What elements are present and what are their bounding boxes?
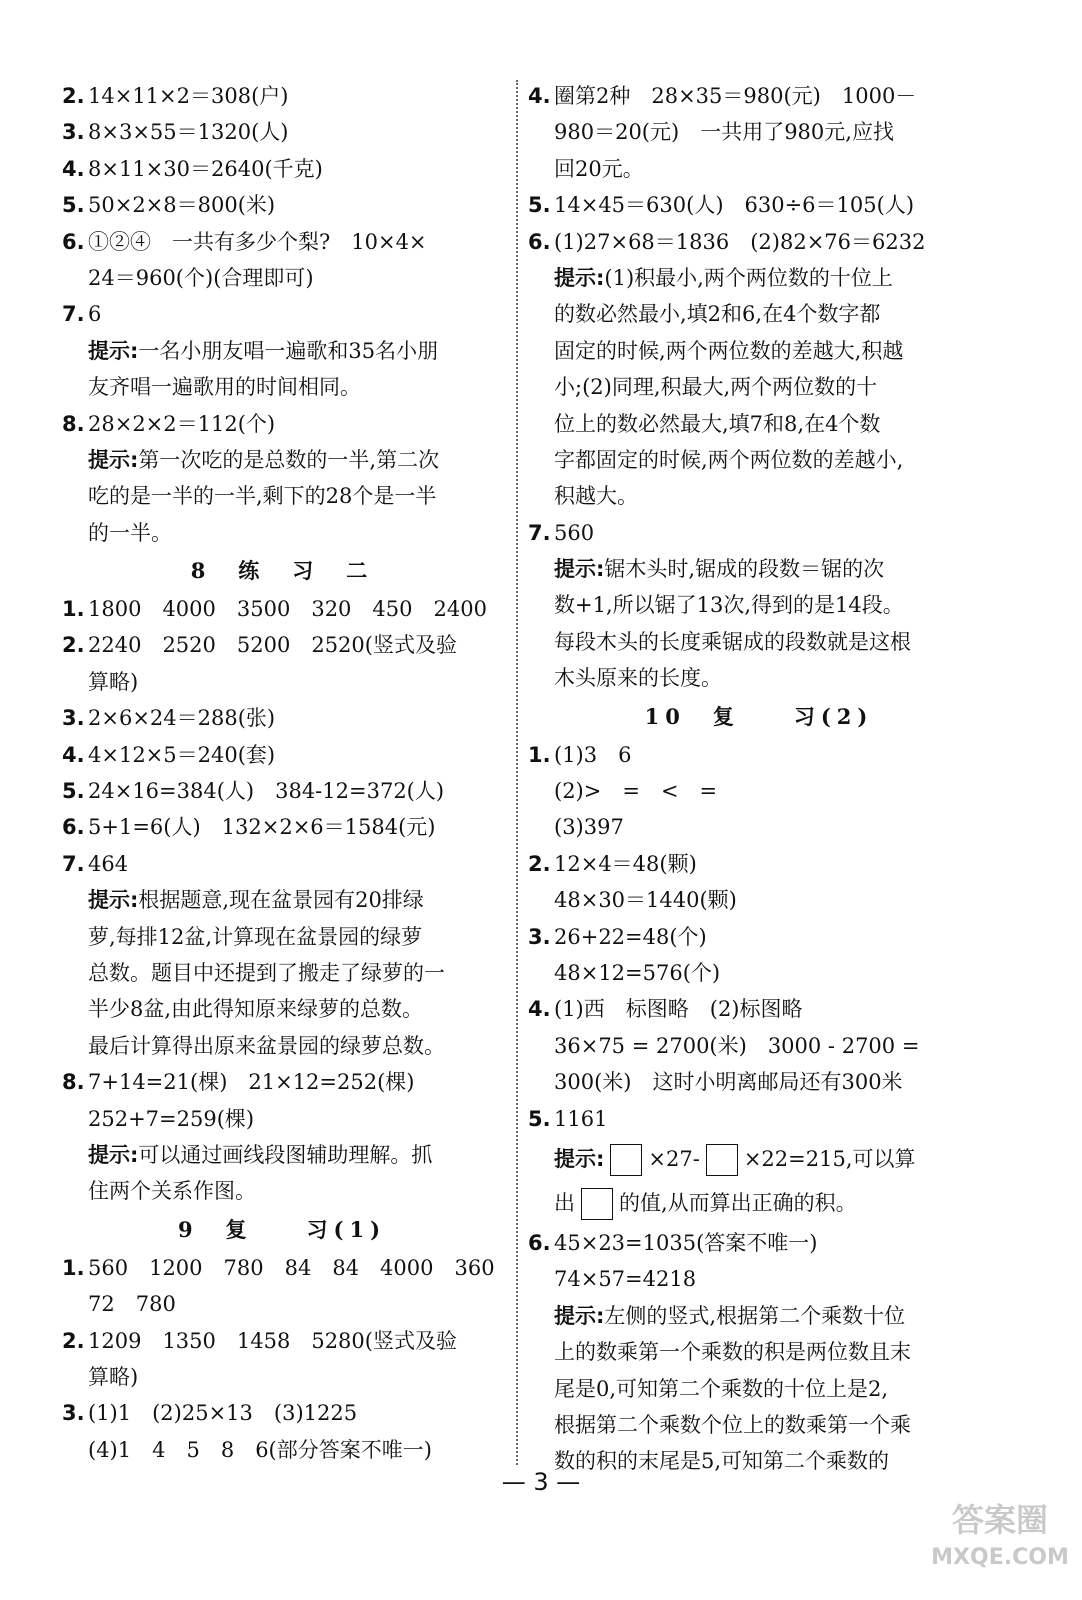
item-number: 5. bbox=[528, 193, 551, 218]
hint-label: 提示: bbox=[88, 447, 139, 472]
answer-line bbox=[528, 515, 990, 551]
answer-text: 算略) bbox=[88, 1364, 139, 1389]
answer-text: 4×12×5＝240(套) bbox=[88, 742, 276, 767]
item-number: 1. bbox=[62, 597, 85, 622]
answer-text: 980＝20(元) 一共用了980元,应找 bbox=[554, 120, 894, 145]
section-heading: 9 复 习(1) bbox=[177, 1216, 387, 1242]
hint-text: ×22=215,可以算 bbox=[743, 1146, 916, 1171]
blank-box bbox=[581, 1188, 613, 1220]
item-number: 3. bbox=[62, 706, 85, 731]
item-number: 2. bbox=[62, 84, 85, 108]
hint-text: 固定的时候,两个两位数的差越大,积越 bbox=[554, 338, 904, 363]
answer-text: 14×45＝630(人) 630÷6＝105(人) bbox=[554, 193, 915, 218]
hint-line bbox=[528, 1137, 990, 1181]
answer-line bbox=[528, 846, 990, 882]
hint-label: 提示: bbox=[554, 557, 605, 582]
hint-line bbox=[528, 551, 990, 587]
hint-line bbox=[528, 1181, 990, 1225]
answer-text: (1)3 6 bbox=[554, 742, 632, 767]
hint-text: 住两个关系作图。 bbox=[88, 1179, 256, 1204]
item-number: 8. bbox=[62, 1070, 85, 1095]
hint-text: 木头原来的长度。 bbox=[554, 666, 722, 691]
answer-text: 24×16=384(人) 384-12=372(人) bbox=[88, 779, 445, 804]
hint-label: 提示: bbox=[88, 1142, 139, 1167]
answer-text: 5+1=6(人) 132×2×6＝1584(元) bbox=[88, 815, 436, 840]
item-number: 6. bbox=[62, 229, 85, 254]
answer-text: 464 bbox=[88, 851, 129, 876]
hint-text: 的值,从而算出正确的积。 bbox=[619, 1190, 857, 1215]
hint-text: ×27- bbox=[648, 1146, 700, 1171]
right-column bbox=[528, 78, 990, 1480]
hint-text: 上的数乘第一个乘数的积是两位数且末 bbox=[554, 1340, 911, 1365]
answer-line bbox=[62, 151, 502, 187]
hint-line bbox=[62, 333, 502, 369]
answer-line bbox=[62, 224, 502, 260]
blank-box bbox=[706, 1144, 738, 1176]
answer-text: 74×57=4218 bbox=[554, 1267, 697, 1292]
answer-text: 50×2×8＝800(米) bbox=[88, 193, 276, 218]
hint-text: 半少8盆,由此得知原来绿萝的总数。 bbox=[88, 997, 424, 1022]
answer-text: 8×3×55＝1320(人) bbox=[88, 120, 289, 145]
hint-text: 积越大。 bbox=[554, 484, 638, 509]
answer-text: 6 bbox=[88, 302, 102, 327]
answer-line bbox=[62, 114, 502, 150]
answer-text: (1)1 (2)25×13 (3)1225 bbox=[88, 1401, 358, 1426]
item-number: 3. bbox=[62, 120, 85, 145]
answer-line bbox=[62, 296, 502, 332]
item-number: 4. bbox=[62, 742, 85, 767]
hint-text: 根据题意,现在盆景园有20排绿 bbox=[138, 888, 424, 913]
hint-text: 友齐唱一遍歌用的时间相同。 bbox=[88, 375, 361, 400]
answer-line bbox=[528, 991, 990, 1027]
answer-text: 14×11×2＝308(户) bbox=[88, 84, 289, 108]
answer-text: 2240 2520 5200 2520(竖式及验 bbox=[88, 633, 457, 658]
hint-text: (1)积最小,两个两位数的十位上 bbox=[604, 265, 893, 290]
hint-text: 小;(2)同理,积最大,两个两位数的十 bbox=[554, 375, 878, 400]
answer-line bbox=[528, 1101, 990, 1137]
answer-line bbox=[62, 1064, 502, 1100]
hint-text: 的一半。 bbox=[88, 520, 172, 545]
answer-line bbox=[528, 224, 990, 260]
item-number: 2. bbox=[528, 851, 551, 876]
answer-line bbox=[528, 187, 990, 223]
hint-text: 每段木头的长度乘锯成的段数就是这根 bbox=[554, 629, 911, 654]
answer-line bbox=[62, 737, 502, 773]
item-number: 4. bbox=[528, 997, 551, 1022]
watermark-logo bbox=[930, 1500, 1070, 1592]
answer-line bbox=[62, 187, 502, 223]
hint-text: 出 bbox=[554, 1190, 575, 1215]
answer-line bbox=[528, 78, 990, 114]
hint-text: 第一次吃的是总数的一半,第二次 bbox=[138, 447, 440, 472]
hint-line bbox=[62, 442, 502, 478]
item-number: 5. bbox=[62, 779, 85, 804]
left-column bbox=[62, 78, 502, 1468]
hint-label: 提示: bbox=[88, 888, 139, 913]
section-heading: 8 练 习 二 bbox=[190, 558, 374, 584]
item-number: 6. bbox=[528, 1230, 551, 1255]
item-number: 7. bbox=[528, 520, 551, 545]
hint-line bbox=[528, 260, 990, 296]
answer-line bbox=[62, 809, 502, 845]
answer-text: 1161 bbox=[554, 1106, 608, 1131]
watermark-text: 答案圈 bbox=[951, 1501, 1048, 1539]
answer-line bbox=[528, 737, 990, 773]
hint-label: 提示: bbox=[554, 1146, 605, 1171]
answer-text: 7+14=21(棵) 21×12=252(棵) bbox=[88, 1070, 415, 1095]
answer-text: 560 bbox=[554, 520, 595, 545]
answer-text: (2)> = < = bbox=[554, 779, 718, 804]
answer-text: 1800 4000 3500 320 450 2400 bbox=[88, 597, 487, 622]
answer-text: 252+7=259(棵) bbox=[88, 1106, 255, 1131]
hint-text: 数的积的末尾是5,可知第二个乘数的 bbox=[554, 1449, 890, 1474]
item-number: 6. bbox=[62, 815, 85, 840]
answer-text: 300(米) 这时小明离邮局还有300米 bbox=[554, 1070, 903, 1095]
hint-text: 最后计算得出原来盆景园的绿萝总数。 bbox=[88, 1033, 445, 1058]
item-number: 8. bbox=[62, 411, 85, 436]
answer-line bbox=[62, 406, 502, 442]
answer-text: 28×2×2＝112(个) bbox=[88, 411, 276, 436]
hint-line bbox=[62, 1137, 502, 1173]
section-heading: 10 复 习(2) bbox=[644, 703, 874, 729]
page-number: — 3 — bbox=[501, 1468, 581, 1496]
answer-text: 72 780 bbox=[88, 1292, 176, 1317]
hint-text: 根据第二个乘数个位上的数乘第一个乘 bbox=[554, 1412, 911, 1437]
hint-text: 萝,每排12盆,计算现在盆景园的绿萝 bbox=[88, 924, 423, 949]
item-number: 7. bbox=[62, 851, 85, 876]
answer-text: (3)397 bbox=[554, 815, 624, 840]
item-number: 2. bbox=[62, 633, 85, 658]
hint-line bbox=[62, 882, 502, 918]
hint-text: 吃的是一半的一半,剩下的28个是一半 bbox=[88, 484, 437, 509]
watermark-url: MXQE.COM bbox=[931, 1545, 1069, 1570]
item-number: 1. bbox=[528, 742, 551, 767]
hint-text: 的数必然最小,填2和6,在4个数字都 bbox=[554, 302, 881, 327]
answer-text: 圈第2种 28×35＝980(元) 1000－ bbox=[554, 84, 917, 108]
answer-text: (1)27×68＝1836 (2)82×76＝6232 bbox=[554, 229, 926, 254]
answer-text: (4)1 4 5 8 6(部分答案不唯一) bbox=[88, 1437, 432, 1462]
item-number: 6. bbox=[528, 229, 551, 254]
answer-text: 24＝960(个)(合理即可) bbox=[88, 265, 314, 290]
hint-label: 提示: bbox=[554, 1303, 605, 1328]
item-number: 5. bbox=[62, 193, 85, 218]
hint-text: 位上的数必然最大,填7和8,在4个数 bbox=[554, 411, 881, 436]
item-number: 7. bbox=[62, 302, 85, 327]
answer-text: 48×30＝1440(颗) bbox=[554, 888, 737, 913]
answer-line bbox=[62, 846, 502, 882]
answer-text: 560 1200 780 84 84 4000 360 bbox=[88, 1255, 495, 1280]
answer-line bbox=[62, 78, 502, 114]
blank-box bbox=[610, 1144, 642, 1176]
answer-text: 8×11×30＝2640(千克) bbox=[88, 156, 323, 181]
hint-text: 字都固定的时候,两个两位数的差越小, bbox=[554, 447, 904, 472]
answer-line bbox=[528, 1225, 990, 1261]
answer-line bbox=[62, 1323, 502, 1359]
answer-text: 回20元。 bbox=[554, 156, 644, 181]
answer-line bbox=[62, 1395, 502, 1431]
answer-text: 12×4＝48(颗) bbox=[554, 851, 697, 876]
column-divider bbox=[516, 80, 518, 1465]
answer-text: 36×75 = 2700(米) 3000 - 2700 = bbox=[554, 1033, 920, 1058]
hint-label: 提示: bbox=[554, 265, 605, 290]
answer-text: 2×6×24＝288(张) bbox=[88, 706, 276, 731]
item-number: 3. bbox=[62, 1401, 85, 1426]
item-number: 2. bbox=[62, 1328, 85, 1353]
answer-line bbox=[62, 773, 502, 809]
answer-line bbox=[62, 1250, 502, 1286]
hint-text: 一名小朋友唱一遍歌和35名小朋 bbox=[138, 338, 439, 363]
answer-line bbox=[528, 919, 990, 955]
hint-label: 提示: bbox=[88, 338, 139, 363]
answer-text: (1)西 标图略 (2)标图略 bbox=[554, 997, 803, 1022]
answer-text: 48×12=576(个) bbox=[554, 960, 721, 985]
hint-text: 尾是0,可知第二个乘数的十位上是2, bbox=[554, 1376, 889, 1401]
hint-text: 总数。题目中还提到了搬走了绿萝的一 bbox=[88, 960, 445, 985]
hint-text: 左侧的竖式,根据第二个乘数十位 bbox=[604, 1303, 906, 1328]
hint-text: 可以通过画线段图辅助理解。抓 bbox=[138, 1142, 433, 1167]
hint-line bbox=[528, 1298, 990, 1334]
answer-text: ①②④ 一共有多少个梨? 10×4× bbox=[88, 229, 427, 254]
item-number: 4. bbox=[62, 156, 85, 181]
item-number: 5. bbox=[528, 1106, 551, 1131]
answer-line bbox=[62, 591, 502, 627]
hint-text: 数+1,所以锯了13次,得到的是14段。 bbox=[554, 593, 904, 618]
hint-text: 锯木头时,锯成的段数＝锯的次 bbox=[604, 557, 885, 582]
item-number: 1. bbox=[62, 1255, 85, 1280]
answer-line bbox=[62, 627, 502, 663]
answer-text: 26+22=48(个) bbox=[554, 924, 707, 949]
answer-text: 算略) bbox=[88, 669, 139, 694]
answer-text: 1209 1350 1458 5280(竖式及验 bbox=[88, 1328, 457, 1353]
answer-text: 45×23=1035(答案不唯一) bbox=[554, 1230, 818, 1255]
item-number: 3. bbox=[528, 924, 551, 949]
answer-line bbox=[62, 700, 502, 736]
item-number: 4. bbox=[528, 84, 551, 108]
